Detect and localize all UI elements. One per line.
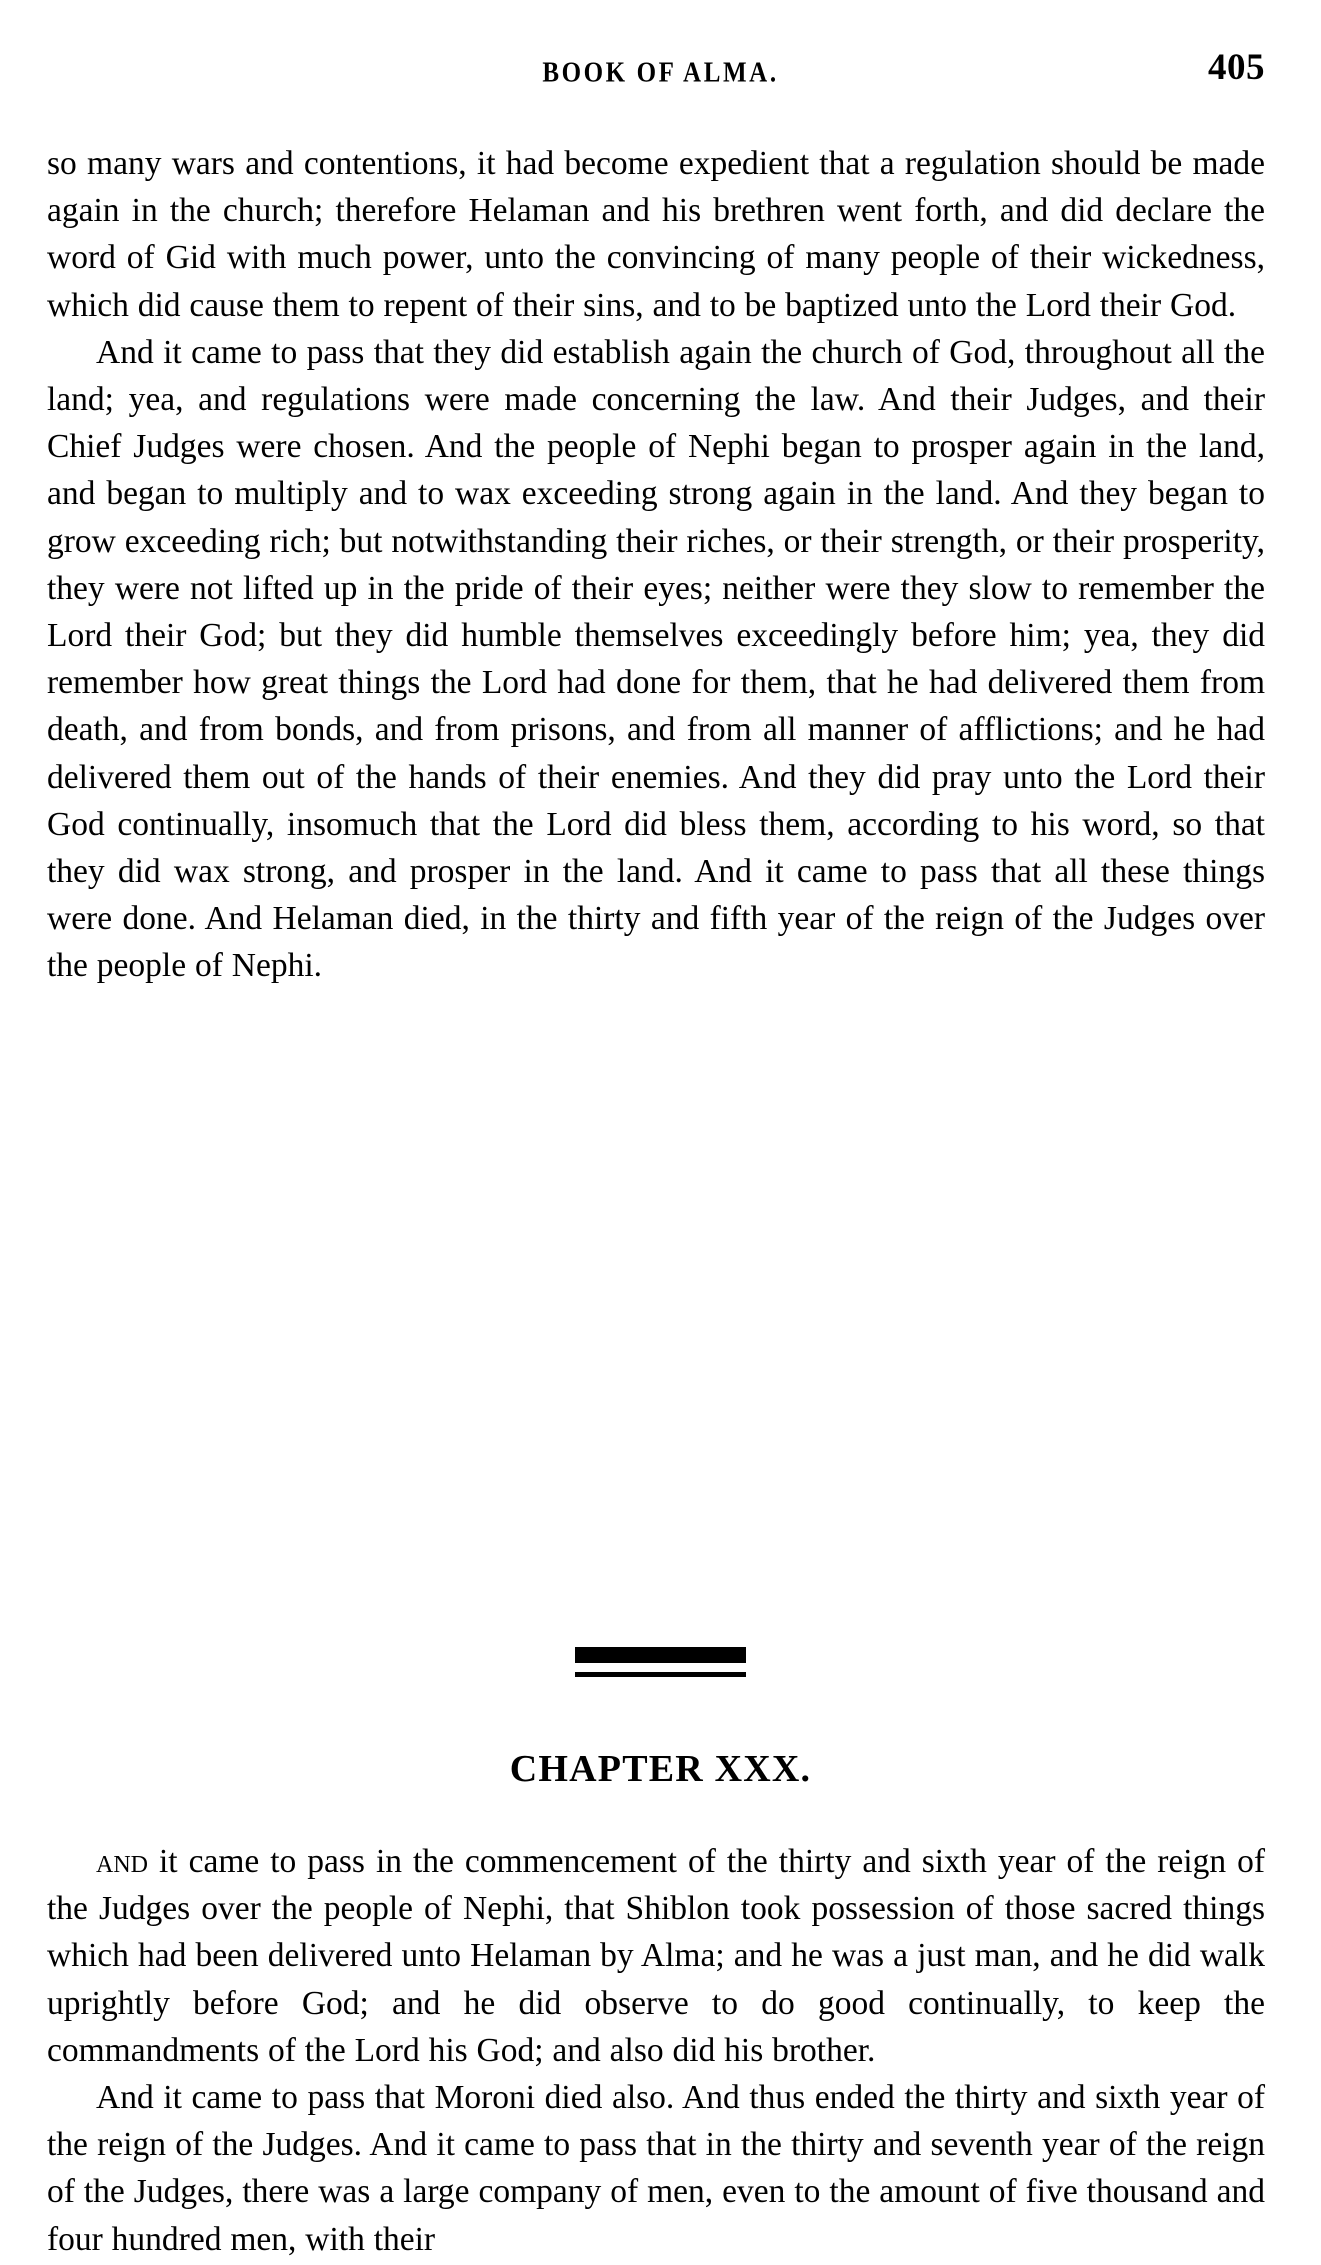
paragraph-moroni-died: And it came to pass that Moroni died also. And thus ended the thirty and sixth year of the reign of the Judges. And it came to pass that in the thirty and seventh year of the reign of the Judges, there was a large company of men, even to the amount of five thousand and four hundred men, with their xyxy=(47,2079,1265,2258)
text-column-lower xyxy=(47,1838,1265,2263)
paragraph-continued: so many wars and contentions, it had become expedient that a regulation should be made again in the church; therefore Helaman and his brethren went forth, and did declare the word of Gid with much power, unto the convincing of many people of their wickedness, which did cause them to repent of their sins, and to be baptized unto the Lord their God. xyxy=(47,145,1265,324)
paragraph-chapter-opening xyxy=(47,1838,1265,2074)
section-ornament-rule xyxy=(0,1647,1321,1693)
ornament-thick-rule xyxy=(575,1647,746,1663)
paragraph-chapter-opening-text: it came to pass in the commencement of the thirty and sixth year of the reign of the Judges over the people of Nephi, that Shiblon took possession of those sacred things which had been delivered unto Helaman by Alma; and he was a just man, and he did walk uprightly before God; and he did observe to do good continually, to keep the commandments of the Lord his God; and also did his brother. xyxy=(47,1843,1265,2069)
text-column-upper xyxy=(47,140,1265,990)
small-caps-opening-word: and xyxy=(96,1843,148,1880)
chapter-heading: CHAPTER XXX. xyxy=(509,1748,812,1790)
page-number: 405 xyxy=(1208,47,1265,88)
ornament-thin-rule xyxy=(575,1672,746,1677)
running-head-title: BOOK OF ALMA. xyxy=(542,58,779,89)
running-head xyxy=(56,47,1265,102)
paragraph-establish-church: And it came to pass that they did establish again the church of God, throughout all the land; yea, and regulations were made concerning the law. And their Judges, and their Chief Judges were chosen. And the people of Nephi began to prosper again in the land, and began to multiply and to wax exceeding strong again in the land. And they began to grow exceeding rich; but notwithstanding their riches, or their strength, or their prosperity, they were not lifted up in the pride of their eyes; neither were they slow to remember the Lord their God; but they did humble themselves exceedingly before him; yea, they did remember how great things the Lord had done for them, that he had delivered them from death, and from bonds, and from prisons, and from all manner of afflictions; and he had delivered them out of the hands of their enemies. And they did pray unto the Lord their God continually, insomuch that the Lord did bless them, according to his word, so that they did wax strong, and prosper in the land. And it came to pass that all these things were done. And Helaman died, in the thirty and fifth year of the reign of the Judges over the people of Nephi. xyxy=(47,333,1265,985)
ornament-gap xyxy=(575,1663,746,1672)
